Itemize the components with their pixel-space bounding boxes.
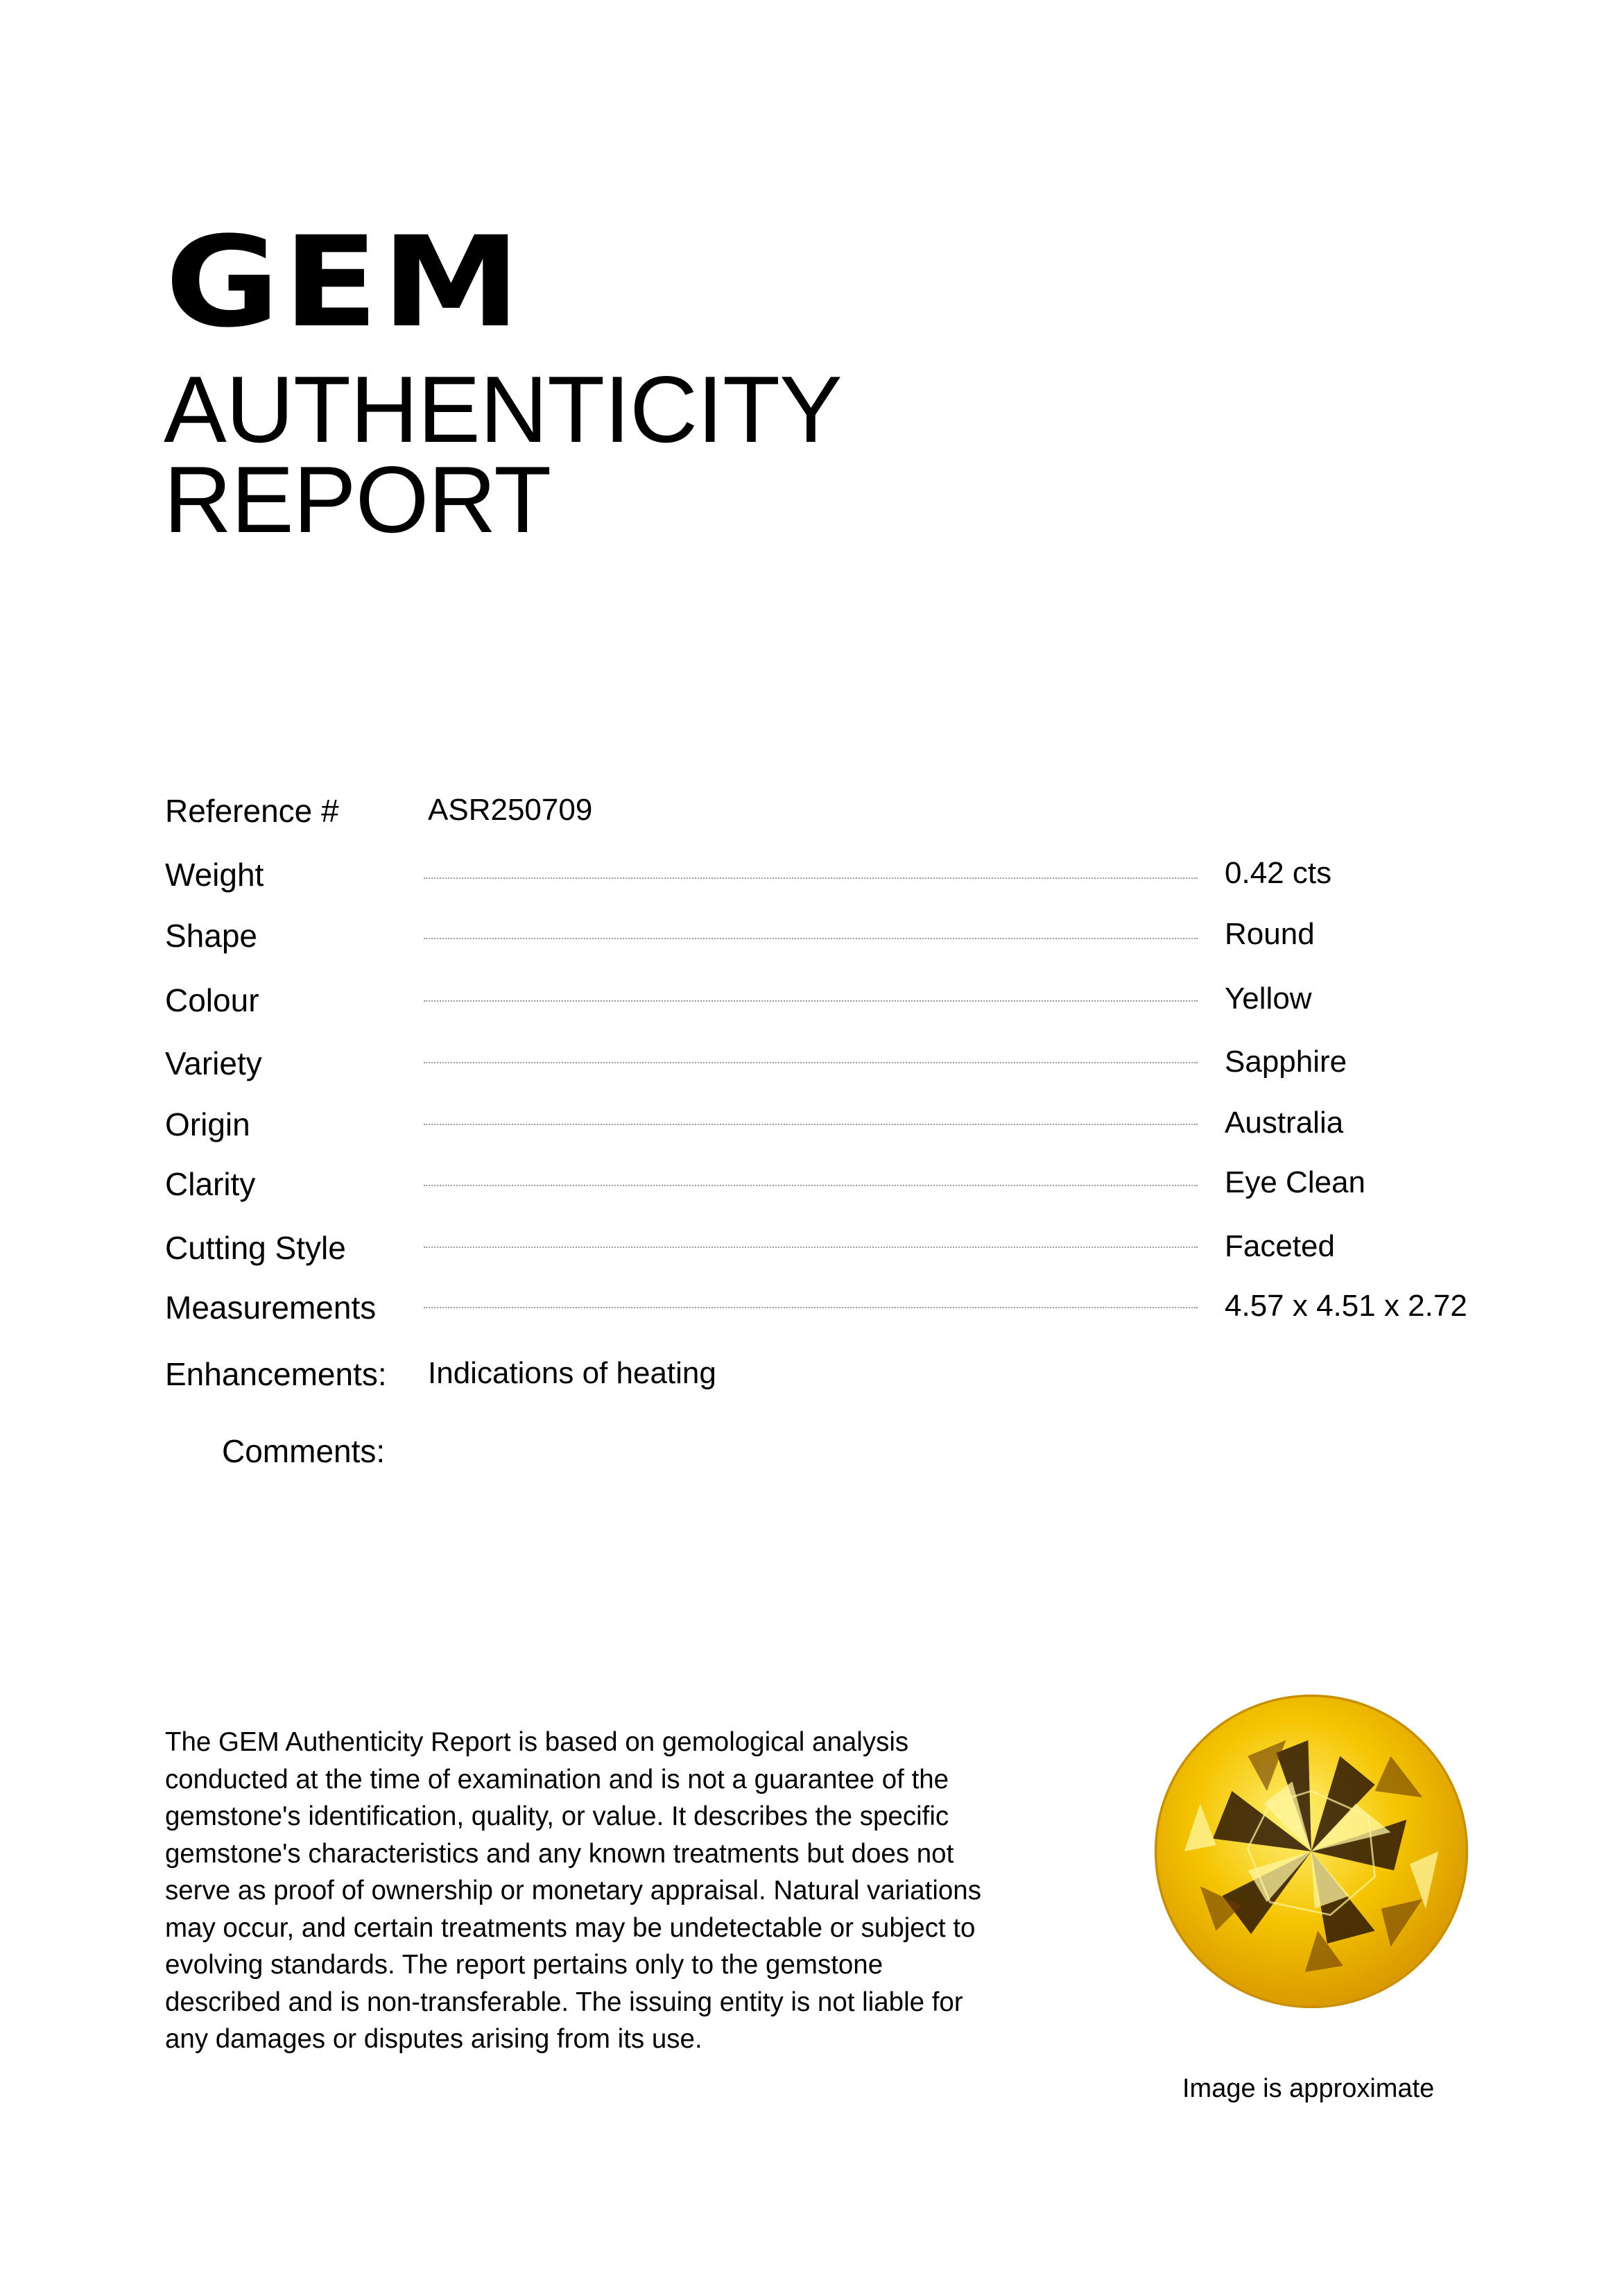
enhancements-value: Indications of heating	[428, 1356, 716, 1390]
detail-divider	[424, 938, 1198, 939]
detail-divider	[424, 1185, 1198, 1186]
detail-divider	[424, 1124, 1198, 1125]
detail-label-origin: Origin	[165, 1106, 250, 1142]
reference-label: Reference #	[165, 793, 339, 829]
detail-divider	[424, 1246, 1198, 1248]
image-caption: Image is approximate	[1182, 2074, 1435, 2103]
report-title-line-1: AUTHENTICITY	[164, 357, 842, 462]
detail-value-weight: 0.42 cts	[1225, 856, 1332, 890]
detail-value-colour: Yellow	[1225, 982, 1312, 1016]
detail-value-variety: Sapphire	[1225, 1045, 1347, 1079]
detail-divider	[424, 1000, 1198, 1002]
report-title-gem: GEM	[165, 210, 524, 355]
detail-label-clarity: Clarity	[165, 1166, 256, 1202]
detail-label-variety: Variety	[165, 1045, 262, 1081]
report-title-line-2: REPORT	[164, 447, 551, 552]
detail-divider	[424, 877, 1198, 879]
reference-value: ASR250709	[428, 793, 593, 827]
detail-label-shape: Shape	[165, 918, 258, 954]
detail-value-cutting-style: Faceted	[1225, 1229, 1335, 1263]
comments-label: Comments:	[222, 1433, 386, 1469]
detail-value-shape: Round	[1225, 917, 1315, 951]
detail-label-measurements: Measurements	[165, 1290, 377, 1326]
detail-label-colour: Colour	[165, 982, 259, 1018]
detail-value-clarity: Eye Clean	[1225, 1165, 1366, 1199]
detail-label-cutting-style: Cutting Style	[165, 1230, 346, 1266]
detail-value-measurements: 4.57 x 4.51 x 2.72	[1225, 1289, 1467, 1323]
detail-divider	[424, 1062, 1198, 1063]
detail-divider	[424, 1307, 1198, 1308]
detail-value-origin: Australia	[1225, 1106, 1344, 1140]
disclaimer-text: The GEM Authenticity Report is based on gemological analysis conducted at the time of examination and is not a guarantee of the gemstone's identification, quality, or value. It describes the specific gemstone's characteristics and any known treatments but does not serve as proof of ownership or monetary appraisal. Natural variations may occur, and certain treatments may be undetectable or subject to evolving standards. The report pertains only to the gemstone described and is non-transferable. The issuing entity is not liable for any damages or disputes arising from its use.	[165, 1727, 981, 2054]
enhancements-label: Enhancements:	[165, 1356, 387, 1392]
detail-label-weight: Weight	[165, 857, 264, 893]
yellow-sapphire-gemstone-icon	[1153, 1693, 1470, 2010]
